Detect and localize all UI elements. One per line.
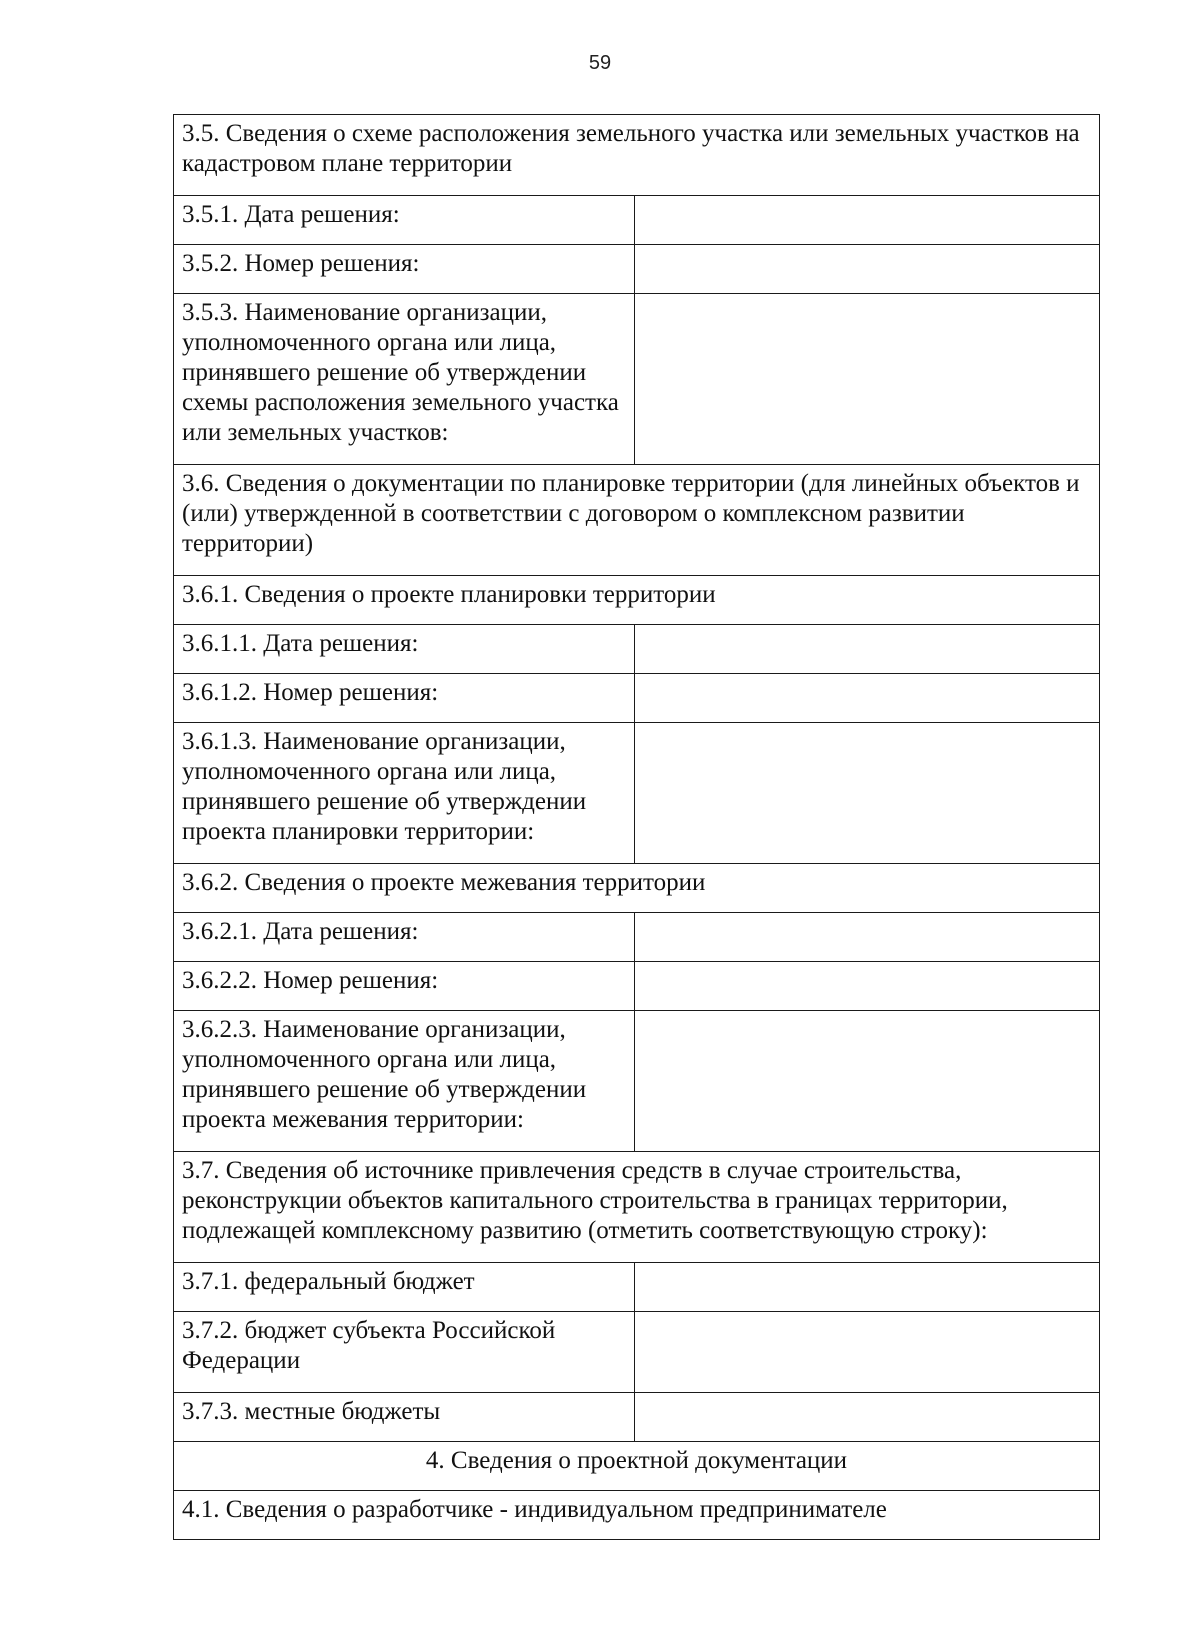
field-value-3-6-1-1[interactable]: [635, 625, 1100, 674]
field-row-3-7-2: [174, 1312, 1100, 1393]
field-row-3-6-1-3: [174, 723, 1100, 864]
section-row-3-6: [174, 465, 1100, 576]
field-row-3-5-1: [174, 196, 1100, 245]
field-row-3-7-1: [174, 1263, 1100, 1312]
field-row-3-6-1-1: [174, 625, 1100, 674]
section-row-3-5: [174, 115, 1100, 196]
section-heading-3-6-1: 3.6.1. Сведения о проекте планировки территории: [174, 576, 1100, 625]
field-label-3-6-1-2: 3.6.1.2. Номер решения:: [174, 674, 635, 723]
section-row-3-7: [174, 1152, 1100, 1263]
field-value-3-5-3[interactable]: [635, 294, 1100, 465]
section-heading-3-6-2: 3.6.2. Сведения о проекте межевания территории: [174, 864, 1100, 913]
field-label-3-6-2-3: 3.6.2.3. Наименование организации, уполномоченного органа или лица, принявшего решение об утверждении проекта межевания территории:: [174, 1011, 635, 1152]
field-label-3-7-3: 3.7.3. местные бюджеты: [174, 1393, 635, 1442]
field-value-3-6-1-2[interactable]: [635, 674, 1100, 723]
field-row-3-5-2: [174, 245, 1100, 294]
field-value-3-6-2-1[interactable]: [635, 913, 1100, 962]
field-value-3-6-1-3[interactable]: [635, 723, 1100, 864]
field-value-3-5-1[interactable]: [635, 196, 1100, 245]
field-value-3-6-2-2[interactable]: [635, 962, 1100, 1011]
field-label-3-6-1-3: 3.6.1.3. Наименование организации, уполномоченного органа или лица, принявшего решение об утверждении проекта планировки территории:: [174, 723, 635, 864]
section-heading-3-7: 3.7. Сведения об источнике привлечения средств в случае строительства, реконструкции объектов капитального строительства в границах территории, подлежащей комплексному развитию (отметить соответствующую строку):: [174, 1152, 1100, 1263]
field-label-3-6-2-1: 3.6.2.1. Дата решения:: [174, 913, 635, 962]
section-row-4-1: [174, 1491, 1100, 1540]
section-row-4: [174, 1442, 1100, 1491]
field-row-3-7-3: [174, 1393, 1100, 1442]
field-label-3-7-2: 3.7.2. бюджет субъекта Российской Федерации: [174, 1312, 635, 1393]
field-row-3-5-3: [174, 294, 1100, 465]
field-row-3-6-2-2: [174, 962, 1100, 1011]
field-row-3-6-2-3: [174, 1011, 1100, 1152]
field-label-3-5-3: 3.5.3. Наименование организации, уполномоченного органа или лица, принявшего решение об утверждении схемы расположения земельного участка или земельных участков:: [174, 294, 635, 465]
field-value-3-6-2-3[interactable]: [635, 1011, 1100, 1152]
field-label-3-7-1: 3.7.1. федеральный бюджет: [174, 1263, 635, 1312]
section-row-3-6-2: [174, 864, 1100, 913]
section-heading-4-1: 4.1. Сведения о разработчике - индивидуальном предпринимателе: [174, 1491, 1100, 1540]
field-label-3-5-1: 3.5.1. Дата решения:: [174, 196, 635, 245]
field-label-3-5-2: 3.5.2. Номер решения:: [174, 245, 635, 294]
field-label-3-6-2-2: 3.6.2.2. Номер решения:: [174, 962, 635, 1011]
section-heading-3-5: 3.5. Сведения о схеме расположения земельного участка или земельных участков на кадастровом плане территории: [174, 115, 1100, 196]
field-value-3-7-3[interactable]: [635, 1393, 1100, 1442]
field-value-3-7-1[interactable]: [635, 1263, 1100, 1312]
field-value-3-7-2[interactable]: [635, 1312, 1100, 1393]
section-heading-3-6: 3.6. Сведения о документации по планировке территории (для линейных объектов и (или) утвержденной в соответствии с договором о комплексном развитии территории): [174, 465, 1100, 576]
field-value-3-5-2[interactable]: [635, 245, 1100, 294]
section-row-3-6-1: [174, 576, 1100, 625]
field-row-3-6-1-2: [174, 674, 1100, 723]
field-row-3-6-2-1: [174, 913, 1100, 962]
section-heading-4: 4. Сведения о проектной документации: [174, 1442, 1100, 1491]
field-label-3-6-1-1: 3.6.1.1. Дата решения:: [174, 625, 635, 674]
form-table: [173, 114, 1100, 1540]
page-number: 59: [588, 52, 612, 74]
